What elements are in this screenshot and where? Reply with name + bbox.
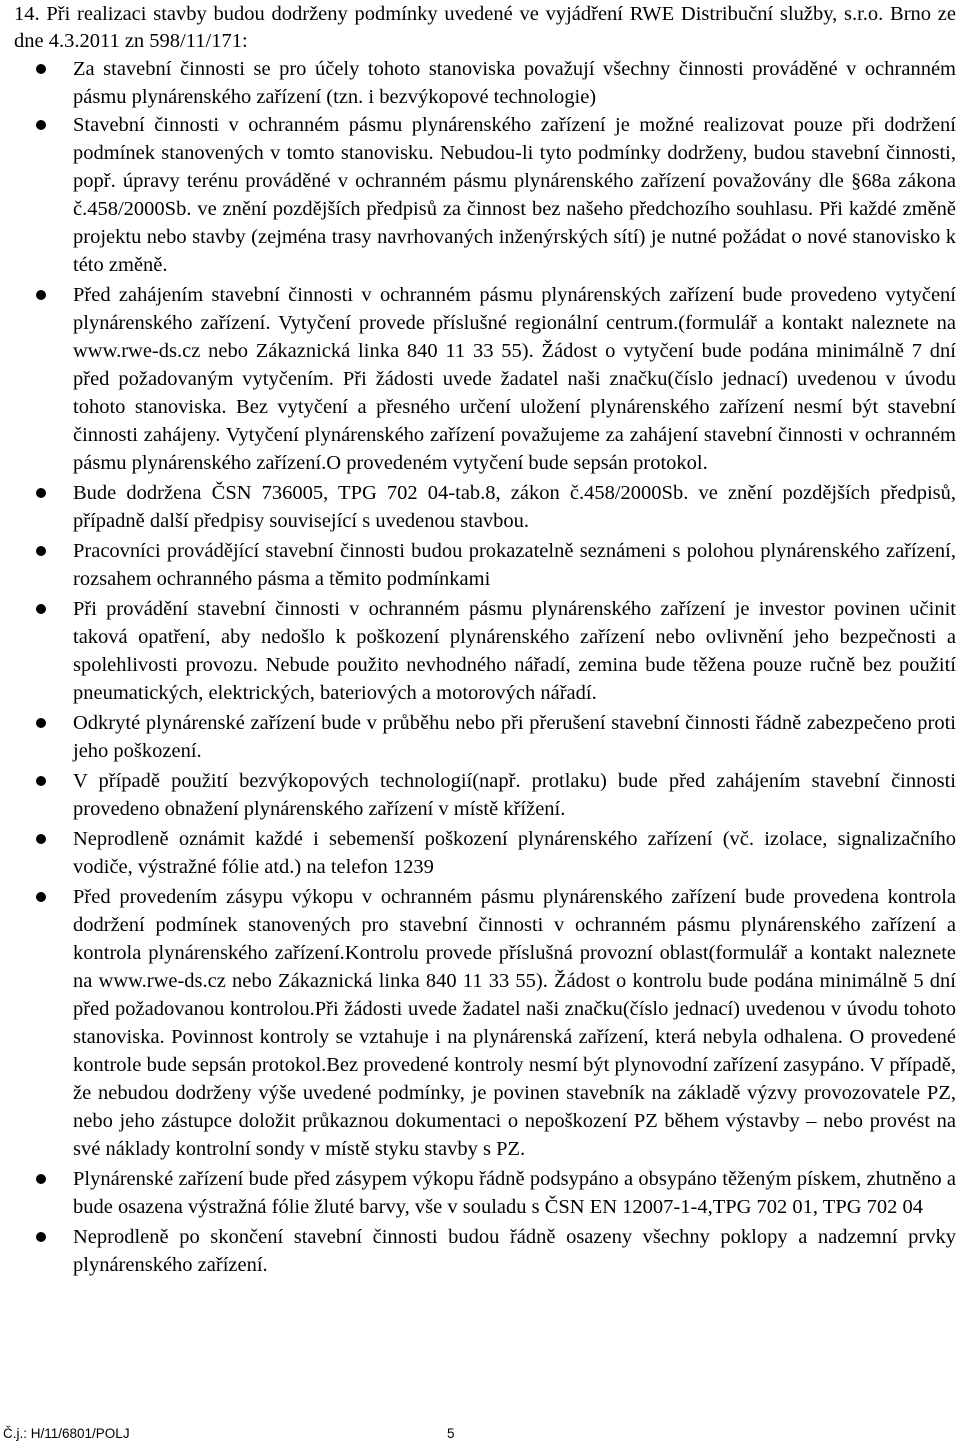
list-item-text: Za stavební činnosti se pro účely tohoto stanoviska považují všechny činnosti prováděné v ochranném pásmu plynárenského zařízení (tzn. i bezvýkopové technologie) [73,58,956,108]
bullet-icon [36,290,46,300]
conditions-list [14,55,956,1279]
bullet-icon [36,488,46,498]
bullet-icon [36,1232,46,1242]
list-item [14,1223,956,1279]
bullet-icon [36,120,46,130]
list-item [14,111,956,279]
list-item-text: Před provedením zásypu výkopu v ochranném pásmu plynárenského zařízení bude provedena kontrola dodržení podmínek stanovených pro stavební činnosti v ochranném pásmu plynárenského zařízení a kontrola plynárenského zařízení.Kontrolu provede příslušná provozní oblast(formulář a kontakt naleznete na www.rwe-ds.cz nebo Zákaznická linka 840 11 33 55). Žádost o kontrolu bude podána minimálně 5 dní před požadovanou kontrolou.Při žádosti uvede žadatel naši značku(číslo jednací) uvedenou v úvodu tohoto stanoviska. Povinnost kontroly se vztahuje i na plynárenská zařízení, která nebyla odhalena. O provedené kontrole bude sepsán protokol.Bez provedené kontroly nesmí být plynovodní zařízení zasypáno. V případě, že nebudou dodrženy výše uvedené podmínky, je povinen stavebník na základě výzvy provozovatele PZ, nebo jeho zástupce doložit průkaznou dokumentaci o nepoškození PZ během výstavby – nebo provést na své náklady kontrolní sondy v místě styku stavby s PZ. [73,886,956,1160]
list-item [14,281,956,477]
list-item [14,537,956,593]
list-item-text: Bude dodržena ČSN 736005, TPG 702 04-tab.8, zákon č.458/2000Sb. ve znění pozdějších předpisů, případně další předpisy související s uvedenou stavbou. [73,482,956,532]
list-item-text: Neprodleně po skončení stavební činnosti budou řádně osazeny všechny poklopy a nadzemní prvky plynárenského zařízení. [73,1226,956,1276]
page-footer [0,1424,960,1444]
bullet-icon [36,892,46,902]
list-item [14,883,956,1163]
list-item [14,55,956,111]
document-page [14,0,956,1279]
list-item [14,1165,956,1221]
list-item-text: Plynárenské zařízení bude před zásypem výkopu řádně podsypáno a obsypáno těženým pískem, zhutněno a bude osazena výstražná fólie žluté barvy, vše v souladu s ČSN EN 12007-1-4,TPG 702 01, TPG 702 04 [73,1168,956,1218]
list-item-text: Při provádění stavební činnosti v ochranném pásmu plynárenského zařízení je investor povinen učinit taková opatření, aby nedošlo k poškození plynárenského zařízení nebo ovlivnění jeho bezpečnosti a spolehlivosti provozu. Nebude použito nevhodného nářadí, zemina bude těžena pouze ručně bez použití pneumatických, elektrických, bateriových a motorových nářadí. [73,598,956,704]
list-item-text: Neprodleně oznámit každé i sebemenší poškození plynárenského zařízení (vč. izolace, signalizačního vodiče, výstražné fólie atd.) na telefon 1239 [73,828,956,878]
list-item [14,767,956,823]
bullet-icon [36,1174,46,1184]
list-item-text: Před zahájením stavební činnosti v ochranném pásmu plynárenských zařízení bude provedeno vytyčení plynárenského zařízení. Vytyčení provede příslušné regionální centrum.(formulář a kontakt naleznete na www.rwe-ds.cz nebo Zákaznická linka 840 11 33 55). Žádost o vytyčení bude podána minimálně 7 dní před požadovaným vytyčením. Při žádosti uvede žadatel naši značku(číslo jednací) uvedenou v úvodu tohoto stanoviska. Bez vytyčení a přesného určení uložení plynárenského zařízení nesmí být stavební činnosti zahájeny. Vytyčení plynárenského zařízení považujeme za zahájení stavební činnosti v ochranném pásmu plynárenského zařízení.O provedeném vytyčení bude sepsán protokol. [73,284,956,474]
list-item [14,595,956,707]
bullet-icon [36,64,46,74]
page-number: 5 [447,1426,455,1441]
bullet-icon [36,546,46,556]
section-heading: 14. Při realizaci stavby budou dodrženy podmínky uvedené ve vyjádření RWE Distribuční služby, s.r.o. Brno ze dne 4.3.2011 zn 598/11/171: [14,3,956,52]
list-item-text: Odkryté plynárenské zařízení bude v průběhu nebo při přerušení stavební činnosti řádně zabezpečeno proti jeho poškození. [73,712,956,762]
list-item [14,825,956,881]
bullet-icon [36,834,46,844]
list-item [14,709,956,765]
list-item [14,479,956,535]
list-item-text: Stavební činnosti v ochranném pásmu plynárenského zařízení je možné realizovat pouze při dodržení podmínek stanovených v tomto stanovisku. Nebudou-li tyto podmínky dodrženy, budou stavební činnosti, popř. úpravy terénu prováděné v ochranném pásmu plynárenského zařízení považovány dle §68a zákona č.458/2000Sb. ve znění pozdějších předpisů za činnost bez našeho předchozího souhlasu. Při každé změně projektu nebo stavby (zejména trasy navrhovaných inženýrských sítí) je nutné požádat o nové stanovisko k této změně. [73,114,956,276]
bullet-icon [36,718,46,728]
bullet-icon [36,604,46,614]
list-item-text: Pracovníci provádějící stavební činnosti budou prokazatelně seznámeni s polohou plynárenského zařízení, rozsahem ochranného pásma a těmito podmínkami [73,540,956,590]
bullet-icon [36,776,46,786]
document-reference: Č.j.: H/11/6801/POLJ [3,1426,130,1441]
list-item-text: V případě použití bezvýkopových technologií(např. protlaku) bude před zahájením stavební činnosti provedeno obnažení plynárenského zařízení v místě křížení. [73,770,956,820]
